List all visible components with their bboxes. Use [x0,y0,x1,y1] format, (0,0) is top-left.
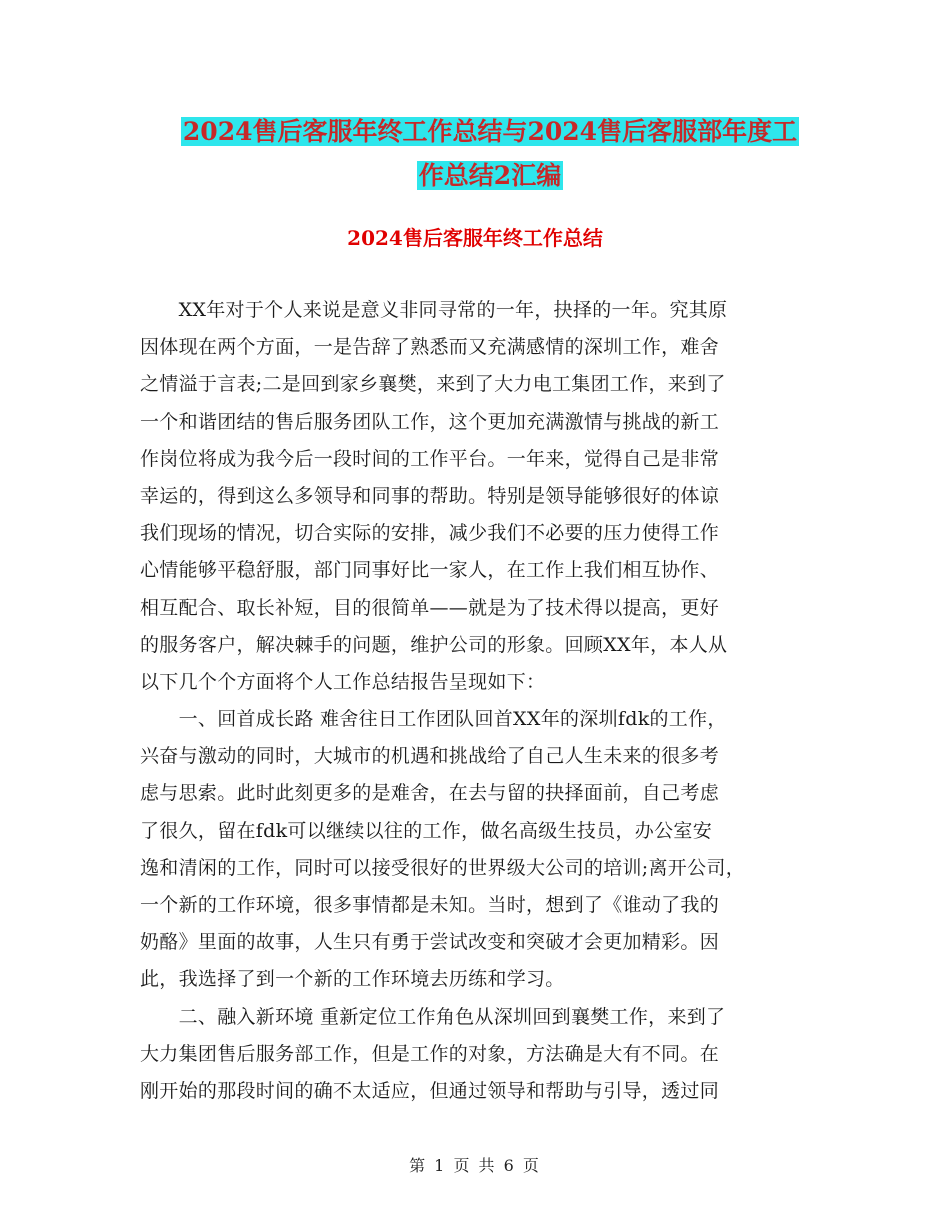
body-line: 相互配合、取长补短，目的很简单——就是为了技术得以提高，更好 [140,596,720,619]
body-line: 虑与思索。此时此刻更多的是难舍，在去与留的抉择面前，自己考虑 [140,782,720,805]
body-line: 逸和清闲的工作，同时可以接受很好的世界级大公司的培训;离开公司， [140,856,746,879]
body-line: 二、融入新环境 重新定位工作角色从深圳回到襄樊工作，来到了 [140,1005,726,1028]
body-line: 一、回首成长路 难舍往日工作团队回首XX年的深圳fdk的工作， [140,708,727,731]
body-line: XX年对于个人来说是意义非同寻常的一年，抉择的一年。究其原 [140,299,728,321]
body-line: 此，我选择了到一个新的工作环境去历练和学习。 [140,968,565,991]
body-line: 因体现在两个方面，一是告辞了熟悉而又充满感情的深圳工作，难舍 [140,336,720,359]
section-heading: 2024售后客服年终工作总结 [347,226,603,250]
document-title-line-1 [140,110,840,154]
body-line: 作岗位将成为我今后一段时间的工作平台。一年来，觉得自己是非常 [140,447,720,470]
page-number-footer: 第 1 页 共 6 页 [409,1156,541,1175]
document-title-text-1: 2024售后客服年终工作总结与2024售后客服部年度工 [182,117,798,146]
body-line: 兴奋与激动的同时，大城市的机遇和挑战给了自己人生未来的很多考 [140,745,720,768]
body-line: 了很久，留在fdk可以继续以往的工作，做名高级生技员，办公室安 [140,819,713,842]
body-line: 一个新的工作环境，很多事情都是未知。当时，想到了《谁动了我的 [140,894,720,916]
body-line: 我们现场的情况，切合实际的安排，减少我们不必要的压力使得工作 [140,522,720,545]
body-line: 之情溢于言表;二是回到家乡襄樊，来到了大力电工集团工作，来到了 [140,373,726,396]
body-line: 刚开始的那段时间的确不太适应，但通过领导和帮助与引导，透过同 [140,1079,720,1102]
body-text [140,292,812,1110]
body-line: 奶酪》里面的故事，人生只有勇于尝试改变和突破才会更加精彩。因 [140,931,720,954]
document-title-text-2: 作总结2汇编 [418,161,562,190]
body-line: 大力集团售后服务部工作，但是工作的对象，方法确是大有不同。在 [140,1042,720,1065]
body-line: 心情能够平稳舒服，部门同事好比一家人，在工作上我们相互协作、 [140,559,720,582]
body-line: 以下几个个方面将个人工作总结报告呈现如下： [140,670,546,693]
body-line: 的服务客户，解决棘手的问题，维护公司的形象。回顾XX年，本人从 [140,633,728,656]
document-title-line-2 [140,154,840,198]
body-line: 幸运的，得到这么多领导和同事的帮助。特别是领导能够很好的体谅 [140,484,720,507]
body-line: 一个和谐团结的售后服务团队工作，这个更加充满激情与挑战的新工 [140,410,720,433]
